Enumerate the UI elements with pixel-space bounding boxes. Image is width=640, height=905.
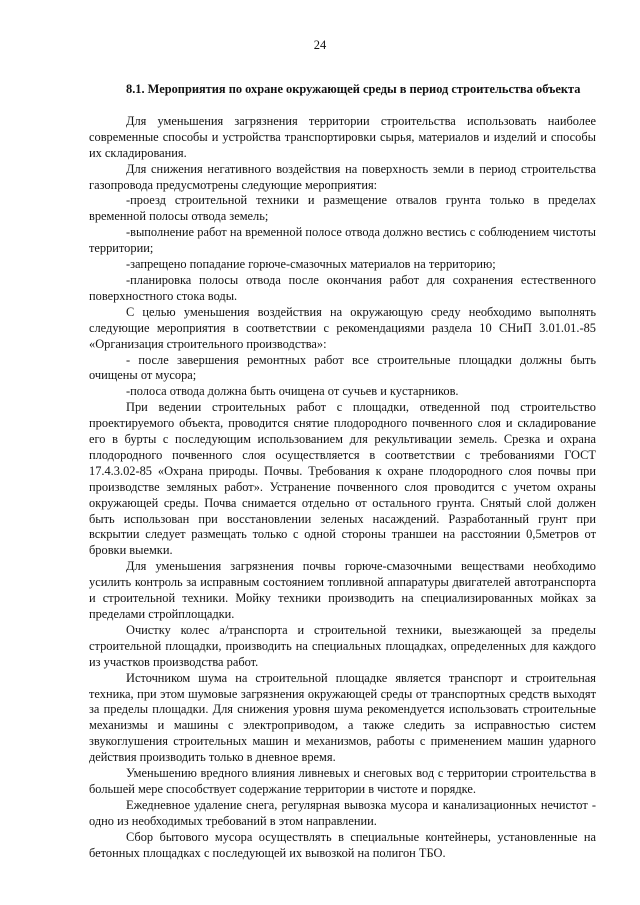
section-heading: 8.1. Мероприятия по охране окружающей среды в период строительства объекта (126, 82, 581, 96)
paragraph-14: Уменьшению вредного влияния ливневых и снеговых вод с территории строительства в большей мере способствует содержание территории в чистоте и порядке. (89, 766, 596, 796)
document-body (89, 82, 596, 862)
paragraph-1: Для уменьшения загрязнения территории строительства использовать наиболее современные способы и устройства транспортировки сырья, материалов и изделий и способы их складирования. (89, 113, 596, 160)
paragraph-15: Ежедневное удаление снега, регулярная вывозка мусора и канализационных нечистот - одно из необходимых требований в этом направлении. (89, 797, 596, 828)
paragraph-11: Для уменьшения загрязнения почвы горюче-смазочными веществами необходимо усилить контроль за исправным состоянием топливной аппаратуры двигателей автотранспорта и строительной техники. Мойку техники производить на специализированных мойках за пределами стройплощадки. (89, 559, 596, 621)
paragraph-2: Для снижения негативного воздействия на поверхность земли в период строительства газопровода предусмотрены следующие мероприятия: (89, 161, 596, 192)
paragraph-3: -проезд строительной техники и размещение отвалов грунта только в пределах временной полосы отвода земель; (89, 193, 596, 224)
paragraph-9: -полоса отвода должна быть очищена от сучьев и кустарников. (126, 384, 459, 399)
paragraph-10: При ведении строительных работ с площадки, отведенной под строительство проектируемого объекта, проводится снятие плодородного почвенного слоя и складирование его в бурты с последующим использованием для рекультивации земель. Срезка и охрана плодородного почвенного слоя осуществляется в соответствии с требованиями ГОСТ 17.4.3.02-85 «Охрана природы. Почвы. Требования к охране плодородного слоя почвы при производстве земляных работ». Устранение почвенного слоя проводится с учетом охраны окружающей среды. Почва снимается отдельно от остального грунта. Снятый слой должен быть использован при восстановлении зеленых насаждений. Разработанный грунт при вскрытии следует размещать только с одной стороны траншеи на расстоянии 0,5метров от бровки выемки. (89, 400, 596, 558)
paragraph-13: Источником шума на строительной площадке является транспорт и строительная техника, при этом шумовые загрязнения окружающей среды от транспортных средств выходят за пределы площадки. Для снижения уровня шума рекомендуется использовать строительные механизмы и машины с электроприводом, а также следить за исправностью систем звукоглушения строительных машин и механизмов, работы с применением машин ударного действия производить только в дневное время. (89, 670, 596, 765)
paragraph-6: -планировка полосы отвода после окончания работ для сохранения естественного поверхностного стока воды. (89, 272, 596, 303)
paragraph-8: - после завершения ремонтных работ все строительные площадки должны быть очищены от мусора; (89, 352, 596, 383)
paragraph-5: -запрещено попадание горюче-смазочных материалов на территорию; (126, 257, 496, 272)
paragraph-7: С целью уменьшения воздействия на окружающую среду необходимо выполнять следующие мероприятия в соответствии с рекомендациями раздела 10 СНиП 3.01.01.-85 «Организация строительного производства»: (89, 304, 596, 351)
paragraph-16: Сбор бытового мусора осуществлять в специальные контейнеры, установленные на бетонных площадках с последующей их вывозкой на полигон ТБО. (89, 829, 596, 860)
paragraph-12: Очистку колес а/транспорта и строительной техники, выезжающей за пределы строительной площадки, производить на специальных площадках, определенных для каждого из участков производства работ. (89, 622, 596, 669)
paragraph-4: -выполнение работ на временной полосе отвода должно вестись с соблюдением чистоты территории; (89, 225, 596, 256)
page-number: 24 (313, 38, 327, 52)
